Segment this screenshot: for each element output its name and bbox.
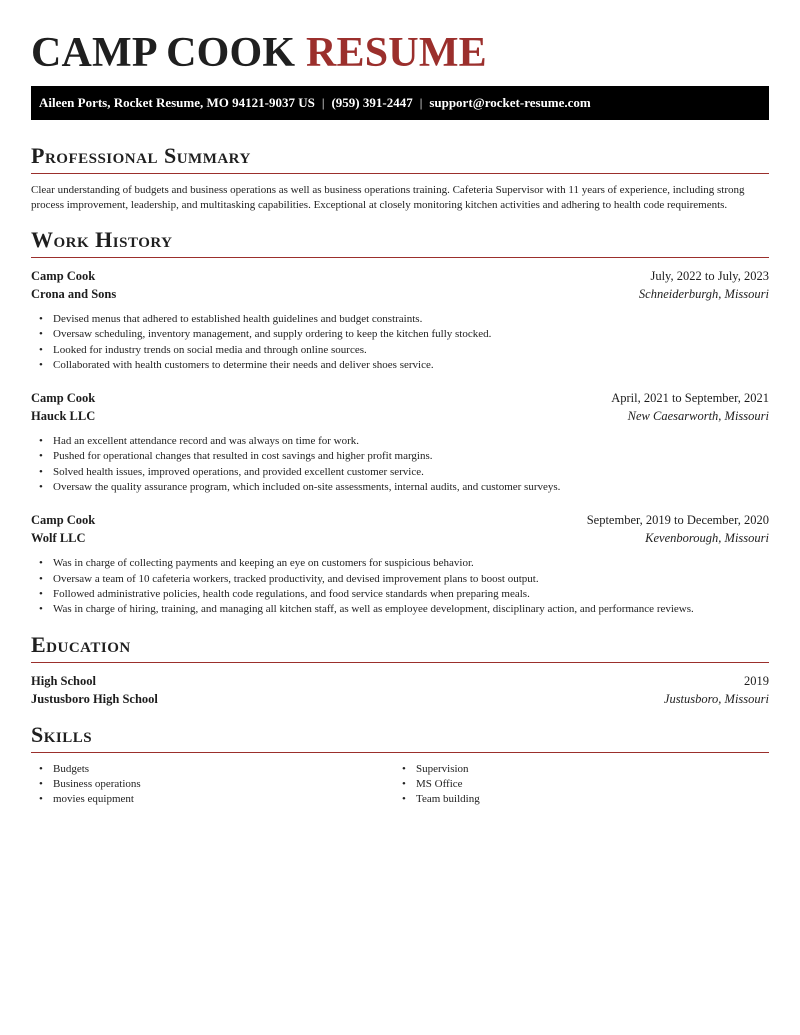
job-title: Camp Cook bbox=[31, 391, 96, 406]
title-accent: RESUME bbox=[305, 30, 487, 76]
job-header-row bbox=[31, 511, 769, 529]
section-divider bbox=[31, 257, 769, 258]
job-company-row bbox=[31, 407, 769, 425]
list-item: • Followed administrative policies, health code regulations, and food service standards when preparing meals. bbox=[31, 587, 769, 602]
job-bullets bbox=[31, 312, 769, 373]
skill-item: • MS Office bbox=[394, 777, 757, 792]
education-heading: Education bbox=[31, 631, 131, 657]
job-location: New Caesarworth, Missouri bbox=[627, 409, 769, 424]
summary-text: Clear understanding of budgets and business operations as well as business operations training. Cafeteria Supervisor with 11 years of experience, including strong process improvement, leadership, and multitasking capabilities. Exceptional at closely monitoring kitchen activities and adhering to health code requirements. bbox=[31, 184, 745, 211]
education-school-row bbox=[31, 690, 769, 708]
skill-item: • Team building bbox=[394, 792, 757, 807]
contact-separator: | bbox=[419, 95, 423, 110]
contact-separator: | bbox=[321, 95, 325, 110]
job-entry bbox=[31, 511, 769, 617]
job-dates: July, 2022 to July, 2023 bbox=[650, 269, 769, 283]
job-header-row bbox=[31, 389, 769, 407]
job-bullets bbox=[31, 556, 769, 617]
list-item: • Devised menus that adhered to established health guidelines and budget constraints. bbox=[31, 312, 769, 327]
education-degree: High School bbox=[31, 673, 96, 688]
list-item: • Had an excellent attendance record and was always on time for work. bbox=[31, 434, 769, 449]
section-divider bbox=[31, 173, 769, 174]
job-bullets bbox=[31, 434, 769, 495]
skills-list-left bbox=[31, 762, 394, 808]
skills-section bbox=[31, 721, 769, 808]
work-history-section bbox=[31, 226, 769, 618]
skills-heading: Skills bbox=[31, 721, 93, 747]
education-location: Justusboro, Missouri bbox=[663, 691, 769, 706]
job-company: Hauck LLC bbox=[31, 409, 96, 424]
contact-bar bbox=[31, 86, 769, 120]
skills-list-right bbox=[394, 762, 757, 808]
job-title: Camp Cook bbox=[31, 513, 96, 528]
education-section bbox=[31, 631, 769, 708]
list-item: • Solved health issues, improved operations, and provided excellent customer service. bbox=[31, 465, 769, 480]
list-item: • Was in charge of collecting payments and keeping an eye on customers for suspicious behavior. bbox=[31, 556, 769, 571]
job-dates: September, 2019 to December, 2020 bbox=[586, 513, 769, 528]
summary-section bbox=[31, 142, 769, 213]
section-divider bbox=[31, 662, 769, 663]
list-item: • Was in charge of hiring, training, and managing all kitchen staff, as well as employee development, disciplinary action, and performance reviews. bbox=[31, 602, 769, 617]
job-location: Schneiderburgh, Missouri bbox=[638, 287, 769, 301]
job-entry bbox=[31, 389, 769, 495]
job-company-row bbox=[31, 529, 769, 547]
skill-item: • movies equipment bbox=[31, 792, 394, 807]
list-item: • Pushed for operational changes that resulted in cost savings and higher profit margins. bbox=[31, 449, 769, 464]
job-company: Crona and Sons bbox=[31, 287, 117, 301]
contact-phone[interactable]: (959) 391-2447 bbox=[331, 95, 413, 110]
job-header-row bbox=[31, 267, 769, 285]
education-header-row bbox=[31, 672, 769, 690]
job-entry bbox=[31, 267, 769, 373]
summary-heading: Professional Summary bbox=[31, 143, 251, 168]
job-dates: April, 2021 to September, 2021 bbox=[611, 391, 769, 406]
list-item: • Oversaw a team of 10 cafeteria workers, tracked productivity, and devised improvement plans to boost output. bbox=[31, 572, 769, 587]
contact-address: Aileen Ports, Rocket Resume, MO 94121-9037 US bbox=[39, 95, 315, 110]
resume-page bbox=[31, 0, 769, 807]
education-school: Justusboro High School bbox=[31, 691, 158, 706]
skills-columns bbox=[31, 762, 769, 808]
job-location: Kevenborough, Missouri bbox=[645, 531, 769, 546]
job-company-row bbox=[31, 285, 769, 303]
list-item: • Oversaw scheduling, inventory management, and supply ordering to keep the kitchen fully stocked. bbox=[31, 327, 769, 342]
skill-item: • Budgets bbox=[31, 762, 394, 777]
skill-item: • Business operations bbox=[31, 777, 394, 792]
job-title: Camp Cook bbox=[31, 269, 96, 283]
job-company: Wolf LLC bbox=[31, 531, 86, 546]
education-year: 2019 bbox=[744, 673, 769, 688]
list-item: • Looked for industry trends on social media and through online sources. bbox=[31, 343, 769, 358]
section-divider bbox=[31, 752, 769, 753]
work-history-heading: Work History bbox=[31, 227, 173, 252]
list-item: • Collaborated with health customers to determine their needs and deliver shoes service. bbox=[31, 358, 769, 373]
list-item: • Oversaw the quality assurance program, which included on-site assessments, internal audits, and customer surveys. bbox=[31, 480, 769, 495]
contact-email[interactable]: support@rocket-resume.com bbox=[429, 95, 591, 110]
title-main: CAMP COOK bbox=[31, 30, 296, 76]
skill-item: • Supervision bbox=[394, 762, 757, 777]
resume-title bbox=[31, 28, 769, 78]
education-entry bbox=[31, 672, 769, 708]
